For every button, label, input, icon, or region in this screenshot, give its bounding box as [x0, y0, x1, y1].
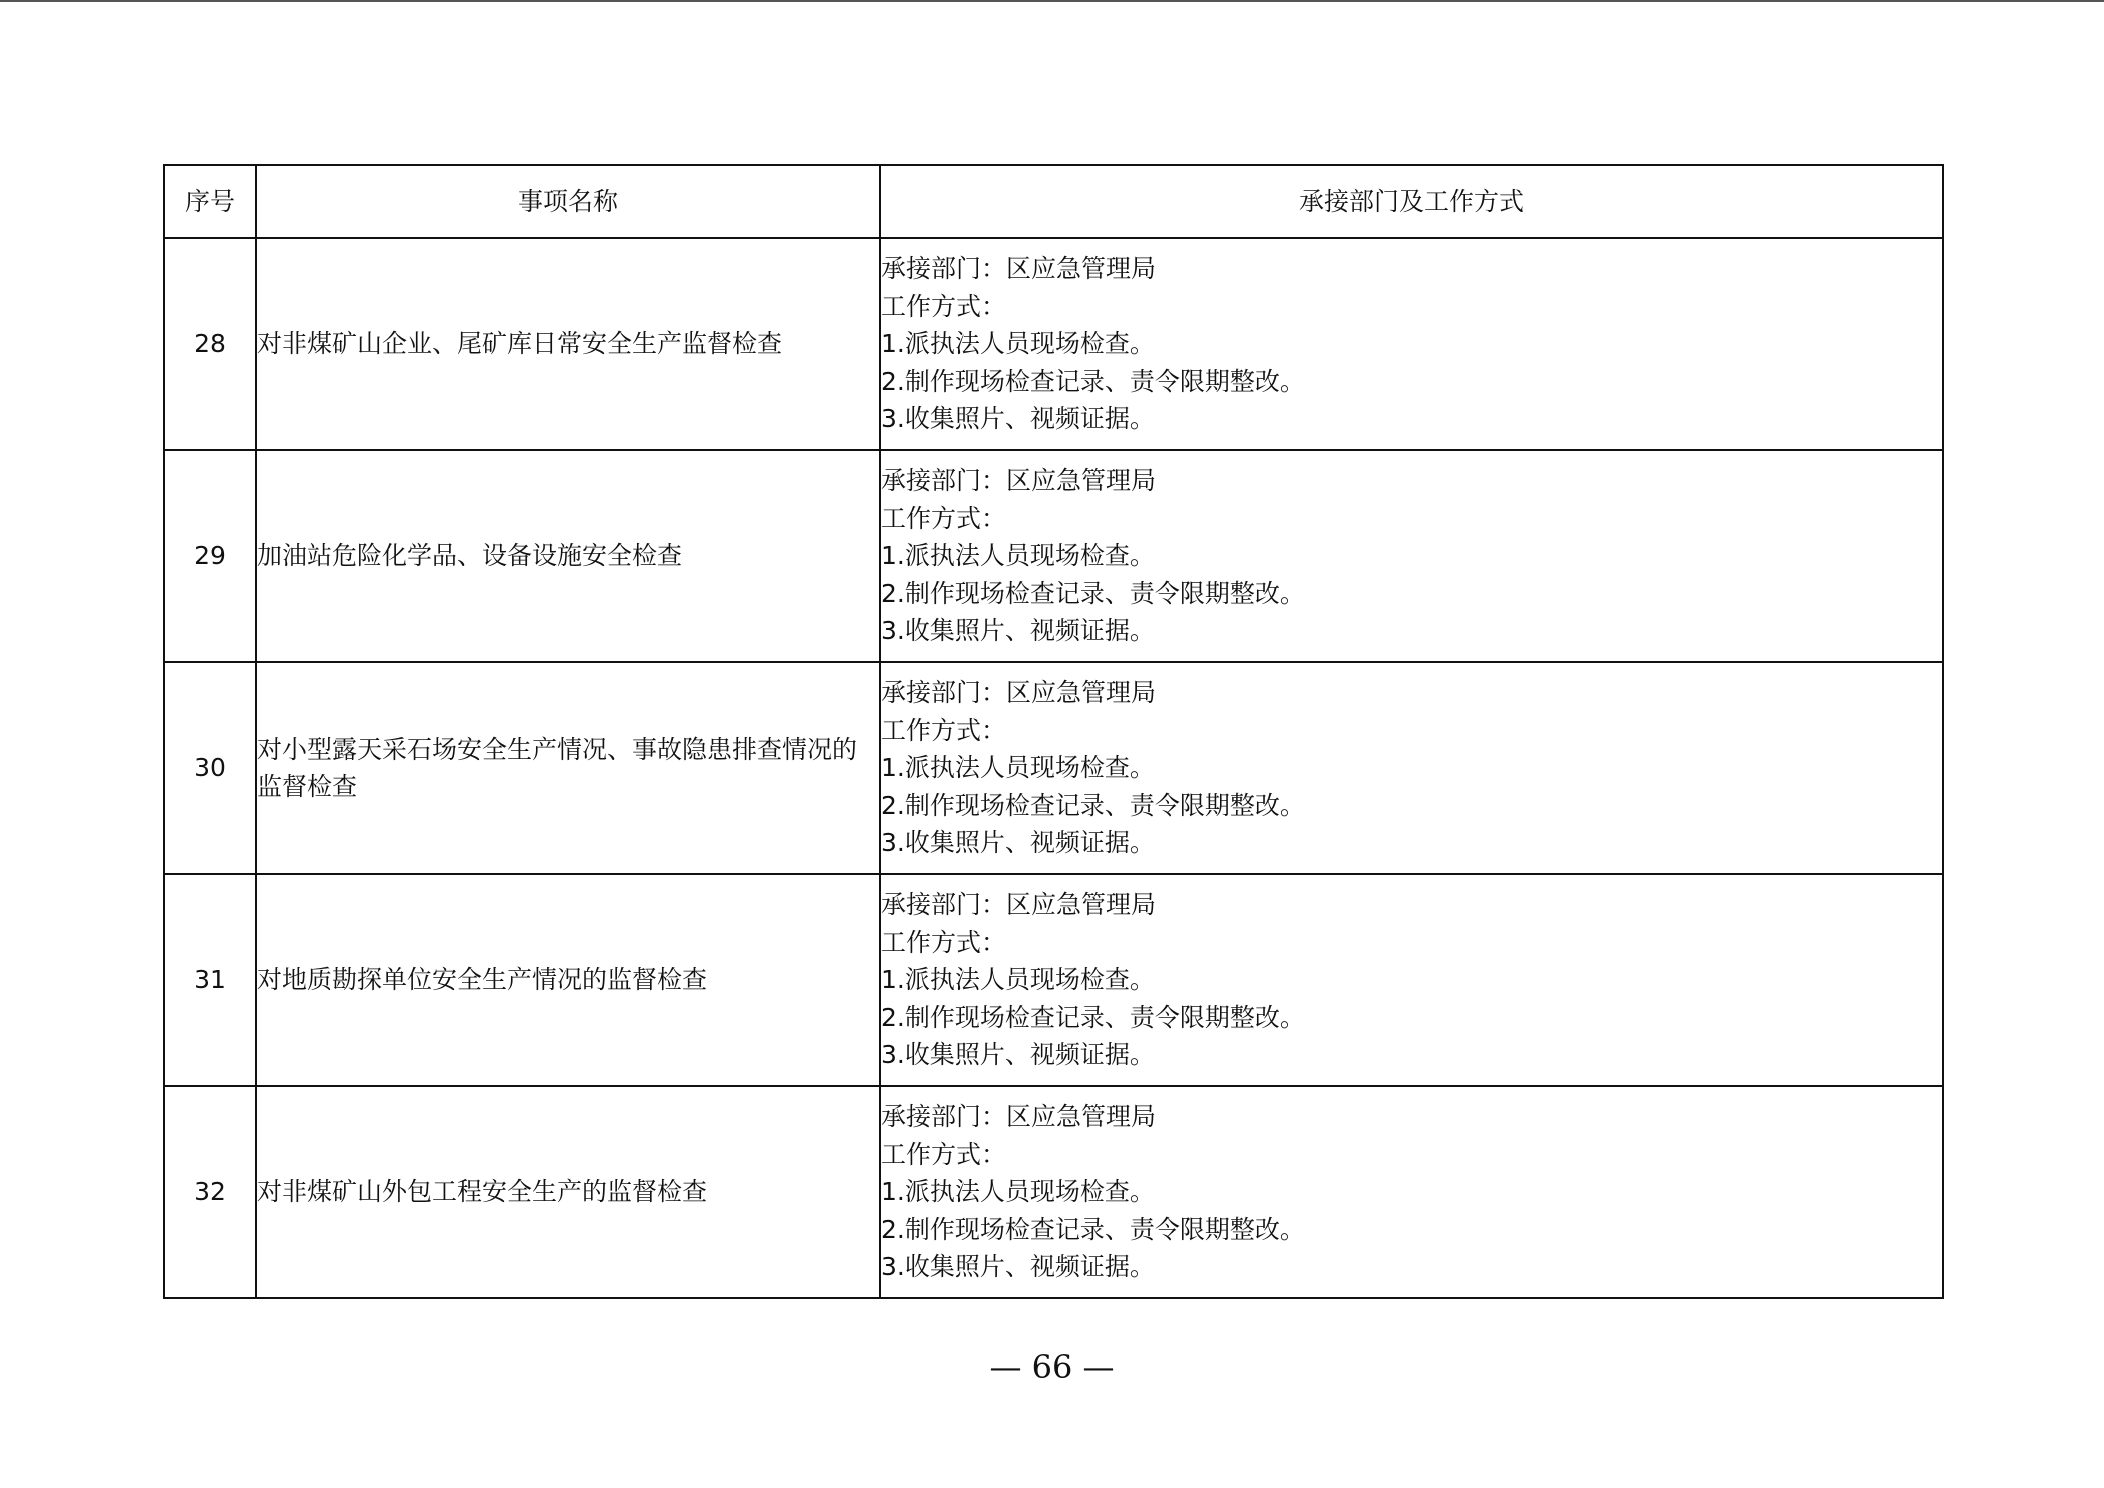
row-method-label: 工作方式： — [881, 1139, 1007, 1169]
table-row — [164, 238, 1943, 450]
row-matter-name: 对小型露天采石场安全生产情况、事故隐患排查情况的监督检查 — [256, 662, 880, 874]
table-row — [164, 874, 1943, 1086]
table-row — [164, 450, 1943, 662]
row-department: 承接部门：区应急管理局 — [881, 466, 1157, 496]
row-step: 1.派执法人员现场检查。 — [881, 329, 1155, 359]
row-department: 承接部门：区应急管理局 — [881, 254, 1157, 284]
row-method-cell — [880, 238, 1943, 450]
row-matter-name: 加油站危险化学品、设备设施安全检查 — [256, 450, 880, 662]
header-number: 序号 — [164, 165, 256, 238]
row-step: 2.制作现场检查记录、责令限期整改。 — [881, 790, 1305, 820]
row-matter-name: 对非煤矿山外包工程安全生产的监督检查 — [256, 1086, 880, 1298]
row-step: 1.派执法人员现场检查。 — [881, 541, 1155, 571]
row-step: 2.制作现场检查记录、责令限期整改。 — [881, 1214, 1305, 1244]
table-row — [164, 1086, 1943, 1298]
header-method: 承接部门及工作方式 — [880, 165, 1943, 238]
row-number: 30 — [164, 662, 256, 874]
row-method-cell — [880, 450, 1943, 662]
row-matter-name: 对地质勘探单位安全生产情况的监督检查 — [256, 874, 880, 1086]
row-method-label: 工作方式： — [881, 503, 1007, 533]
row-step: 3.收集照片、视频证据。 — [881, 404, 1155, 434]
row-step: 1.派执法人员现场检查。 — [881, 1177, 1155, 1207]
row-step: 2.制作现场检查记录、责令限期整改。 — [881, 1002, 1305, 1032]
row-method-label: 工作方式： — [881, 291, 1007, 321]
row-method-cell — [880, 874, 1943, 1086]
row-method-label: 工作方式： — [881, 927, 1007, 957]
header-name: 事项名称 — [256, 165, 880, 238]
row-department: 承接部门：区应急管理局 — [881, 678, 1157, 708]
row-department: 承接部门：区应急管理局 — [881, 1102, 1157, 1132]
row-number: 29 — [164, 450, 256, 662]
row-step: 2.制作现场检查记录、责令限期整改。 — [881, 366, 1305, 396]
row-step: 3.收集照片、视频证据。 — [881, 828, 1155, 858]
top-border-line — [0, 0, 2104, 2]
row-step: 2.制作现场检查记录、责令限期整改。 — [881, 578, 1305, 608]
row-number: 32 — [164, 1086, 256, 1298]
row-method-label: 工作方式： — [881, 715, 1007, 745]
row-step: 1.派执法人员现场检查。 — [881, 753, 1155, 783]
table-row — [164, 662, 1943, 874]
row-step: 1.派执法人员现场检查。 — [881, 965, 1155, 995]
row-department: 承接部门：区应急管理局 — [881, 890, 1157, 920]
row-step: 3.收集照片、视频证据。 — [881, 1252, 1155, 1282]
row-number: 28 — [164, 238, 256, 450]
row-step: 3.收集照片、视频证据。 — [881, 616, 1155, 646]
row-method-cell — [880, 1086, 1943, 1298]
table-header-row — [164, 165, 1943, 238]
page-number: — 66 — — [989, 1348, 1115, 1386]
row-step: 3.收集照片、视频证据。 — [881, 1040, 1155, 1070]
row-matter-name: 对非煤矿山企业、尾矿库日常安全生产监督检查 — [256, 238, 880, 450]
row-method-cell — [880, 662, 1943, 874]
row-number: 31 — [164, 874, 256, 1086]
matters-table — [163, 164, 1944, 1299]
